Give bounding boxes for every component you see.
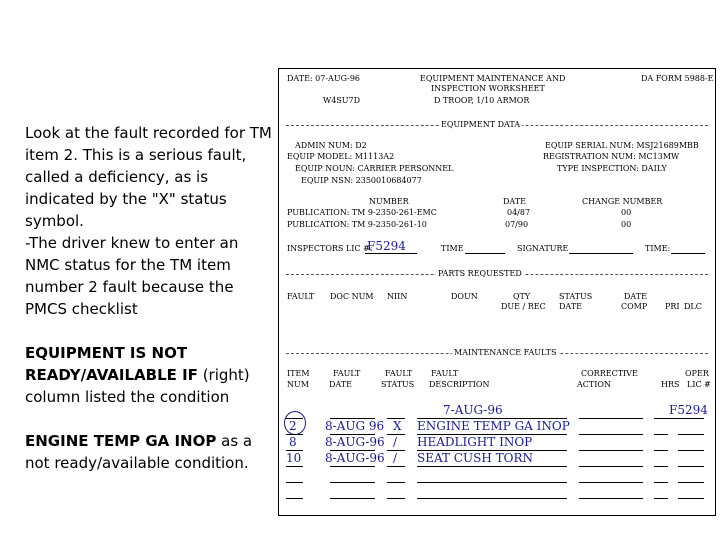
note-paragraph-2: -The driver knew to enter an NMC status for the TM item number 2 fault because the PMCS checklist [25, 234, 239, 318]
note-3-rest: (right) column listed the condition [25, 366, 250, 406]
form-title-line1: EQUIPMENT MAINTENANCE AND [420, 74, 566, 83]
mf-col-fault2: FAULT [385, 369, 413, 378]
inspectors-lic-value: F5294 [367, 239, 406, 253]
troop-name: D TROOP, 1/10 ARMOR [434, 96, 530, 105]
mf-col-fault: FAULT [333, 369, 361, 378]
parts-col-status-date: DATE [559, 302, 582, 311]
row-3-description: SEAT CUSH TORN [417, 451, 533, 465]
grid-line [579, 450, 643, 451]
mf-col-description: DESCRIPTION [429, 380, 490, 389]
mf-col-action: ACTION [577, 380, 611, 389]
grid-line [654, 498, 668, 499]
grid-line [387, 498, 405, 499]
form-title-line2: INSPECTION WORKSHEET [431, 84, 545, 93]
grid-line [330, 482, 375, 483]
parts-col-status: STATUS [559, 292, 593, 301]
time-line [465, 253, 505, 254]
mf-col-fault3: FAULT [431, 369, 459, 378]
grid-line [654, 418, 704, 419]
row-1-description: ENGINE TEMP GA INOP [417, 419, 570, 433]
grid-line [387, 482, 405, 483]
change-number-header: CHANGE NUMBER [582, 197, 663, 206]
grid-line [387, 466, 405, 467]
grid-line [579, 482, 643, 483]
mf-col-date: DATE [329, 380, 352, 389]
inspectors-lic-line [365, 253, 417, 254]
grid-line [678, 466, 704, 467]
mf-col-item: ITEM [287, 369, 310, 378]
signature-line [569, 253, 633, 254]
equipment-data-label: EQUIPMENT DATA [441, 120, 521, 129]
grid-line [654, 450, 668, 451]
time-label: TIME [441, 244, 464, 253]
form-number: DA FORM 5988-E [641, 74, 714, 83]
grid-line [579, 466, 643, 467]
entry-header-lic: F5294 [669, 403, 708, 417]
parts-requested-label: PARTS REQUESTED [438, 269, 522, 278]
registration-num: REGISTRATION NUM: MC13MW [543, 152, 680, 161]
number-header: NUMBER [369, 197, 409, 206]
explanation-notes [25, 122, 275, 474]
time2-label: TIME: [645, 244, 671, 253]
grid-line [678, 450, 704, 451]
parts-col-comp: COMP [621, 302, 648, 311]
row-2-description: HEADLIGHT INOP [417, 435, 533, 449]
time2-line [671, 253, 705, 254]
grid-line [654, 434, 668, 435]
publication-1-change: 00 [621, 208, 632, 217]
equip-model: EQUIP MODEL: M1113A2 [287, 152, 395, 161]
type-inspection: TYPE INSPECTION: DAILY [557, 164, 667, 173]
publication-2-change: 00 [621, 220, 632, 229]
da-form-5988e [278, 68, 716, 516]
grid-line [579, 498, 643, 499]
parts-col-doc-num: DOC NUM [330, 292, 374, 301]
grid-line [417, 482, 567, 483]
publication-1: PUBLICATION: TM 9-2350-261-EMC [287, 208, 437, 217]
entry-header-date: 7-AUG-96 [443, 403, 503, 417]
signature-label: SIGNATURE [517, 244, 569, 253]
grid-line [678, 482, 704, 483]
note-4-rest: as a not ready/available condition. [25, 432, 253, 472]
item-2-circle-mark [284, 411, 306, 435]
grid-line [286, 482, 303, 483]
date-header: DATE [503, 197, 526, 206]
publication-2: PUBLICATION: TM 9-2350-261-10 [287, 220, 427, 229]
publication-1-date: 04/87 [507, 208, 531, 217]
note-4-bold: ENGINE TEMP GA INOP [25, 432, 217, 450]
note-paragraph-4 [25, 430, 275, 474]
admin-num: ADMIN NUM: D2 [295, 141, 367, 150]
parts-col-doun: DOUN [451, 292, 478, 301]
grid-line [330, 466, 375, 467]
parts-col-fault: FAULT [287, 292, 315, 301]
grid-line [678, 434, 704, 435]
row-2-date: 8-AUG-96 [325, 435, 385, 449]
row-3-date: 8-AUG-96 [325, 451, 385, 465]
mf-col-oper: OPER [685, 369, 709, 378]
grid-line [286, 498, 303, 499]
form-date: DATE: 07-AUG-96 [287, 74, 360, 83]
row-3-item: 10 [286, 451, 302, 465]
grid-line [417, 498, 567, 499]
grid-line [654, 482, 668, 483]
mf-col-num: NUM [287, 380, 309, 389]
maintenance-faults-label: MAINTENANCE FAULTS [454, 348, 557, 357]
unit-code: W4SU7D [323, 96, 361, 105]
row-1-status: X [393, 419, 402, 433]
grid-line [654, 466, 668, 467]
mf-col-hrs: HRS [661, 380, 680, 389]
note-paragraph-3 [25, 342, 275, 408]
grid-line [579, 434, 643, 435]
publication-2-date: 07/90 [505, 220, 529, 229]
equip-nsn: EQUIP NSN: 2350010684077 [301, 176, 422, 185]
row-3-status: / [393, 451, 398, 465]
grid-line [579, 418, 643, 419]
parts-col-pri: PRI [665, 302, 680, 311]
mf-col-corrective: CORRECTIVE [581, 369, 638, 378]
equip-noun: EQUIP NOUN: CARRIER PERSONNEL [295, 164, 454, 173]
parts-col-qty: QTY [513, 292, 531, 301]
parts-col-date: DATE [624, 292, 647, 301]
row-2-status: / [393, 435, 398, 449]
row-1-date: 8-AUG 96 [325, 419, 385, 433]
grid-line [417, 466, 567, 467]
mf-col-status: STATUS [381, 380, 415, 389]
parts-col-due-rec: DUE / REC [501, 302, 546, 311]
serial-num: EQUIP SERIAL NUM: MSJ21689MBB [545, 141, 699, 150]
parts-col-niin: NIIN [387, 292, 408, 301]
note-paragraph-1: Look at the fault recorded for TM item 2. This is a serious fault, called a deficiency, as is indicated by the "X" status symbol. [25, 124, 272, 230]
grid-line [330, 498, 375, 499]
row-1-item: 2 [289, 419, 297, 433]
grid-line [286, 466, 303, 467]
mf-col-lic: LIC # [687, 380, 711, 389]
note-3-bold: EQUIPMENT IS NOT READY/AVAILABLE IF [25, 344, 198, 384]
parts-col-dlc: DLC [684, 302, 702, 311]
grid-line [678, 498, 704, 499]
row-2-item: 8 [289, 435, 297, 449]
inspectors-lic-label: INSPECTORS LIC #: [287, 244, 373, 253]
